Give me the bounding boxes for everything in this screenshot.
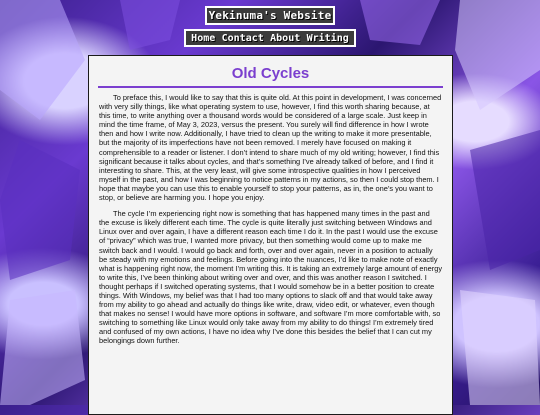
page-title: Old Cycles bbox=[231, 65, 310, 82]
nav-home-link[interactable]: Home bbox=[191, 32, 216, 44]
nav-about-link[interactable]: About bbox=[270, 32, 301, 44]
site-title: Yekinuma's Website bbox=[208, 9, 332, 22]
article-body bbox=[89, 88, 452, 346]
nav-writing-link[interactable]: Writing bbox=[306, 32, 349, 44]
article-paragraph: The cycle I’m experiencing right now is something that has happened many times in the past and the excuse is likely different each time. The cycle is quite literally just switching between Windows and Linux over and over again, I have a different reason each time I do it. In the past I would use the excuse of “privacy” which was true, I wanted more privacy, but then something would come up to make me switch back and I would. I would go back and forth, over and over again, never in a position to actually be steady with my emotions and feelings. Before going into the nuances, I’d like to make note of exactly what is happening right now, the moment I’m writing this. It is taking an extremely large amount of energy to write this, I’ve been thinking about writing over and over, and this was another reason I switched. I thought perhaps if I switched operating systems, that I would somehow be in a better position to create things. With Windows, my belief was that I had too many options to slack off and that would take away from my ability to go ahead and actually do things like write, draw, video edit, or whatever, even though that makes no sense! I would have more options in software, and software I’m more comfortable with, so switching to something like Linux would only take away from my ability to do things! I’m extremely tired and confused of my own actions, I have no idea why I’ve done this besides the belief that I can cut my belongings down further. bbox=[99, 209, 443, 346]
site-title-box bbox=[205, 6, 335, 25]
main-nav bbox=[184, 29, 356, 47]
article-paragraph: To preface this, I would like to say that this is quite old. At this point in development, I was concerned with very silly things, like what operating system to use, however, I find this worth sharing because, at this time, to write anything over a thousand words would be considered of a large scale. Just keep in mind the time frame, of May 3, 2023, versus the present. You surely will find difference in how I wrote then and how I write now. Additionally, I have tried to clean up the writing to make it more presentable, but the majority of its imperfections have not been removed. I merely have focused on making it comprehensible to a reader or listener. I don’t intend to share much of my old writing; however, I find this significant because it talks about cycles, and that’s something I’ve already talked of before, and I find it interesting to share. This, at the very least, will give some introspective qualities in how I perceived myself in the past, and how I was beginning to notice patterns in my actions, so then I could stop them. I hope that maybe you can use this to enable yourself to stop your patterns, as in, the one’s you want to stop, or believe are harming you. I hope you enjoy. bbox=[99, 93, 442, 203]
article-panel bbox=[88, 55, 453, 415]
nav-contact-link[interactable]: Contact bbox=[221, 32, 264, 44]
